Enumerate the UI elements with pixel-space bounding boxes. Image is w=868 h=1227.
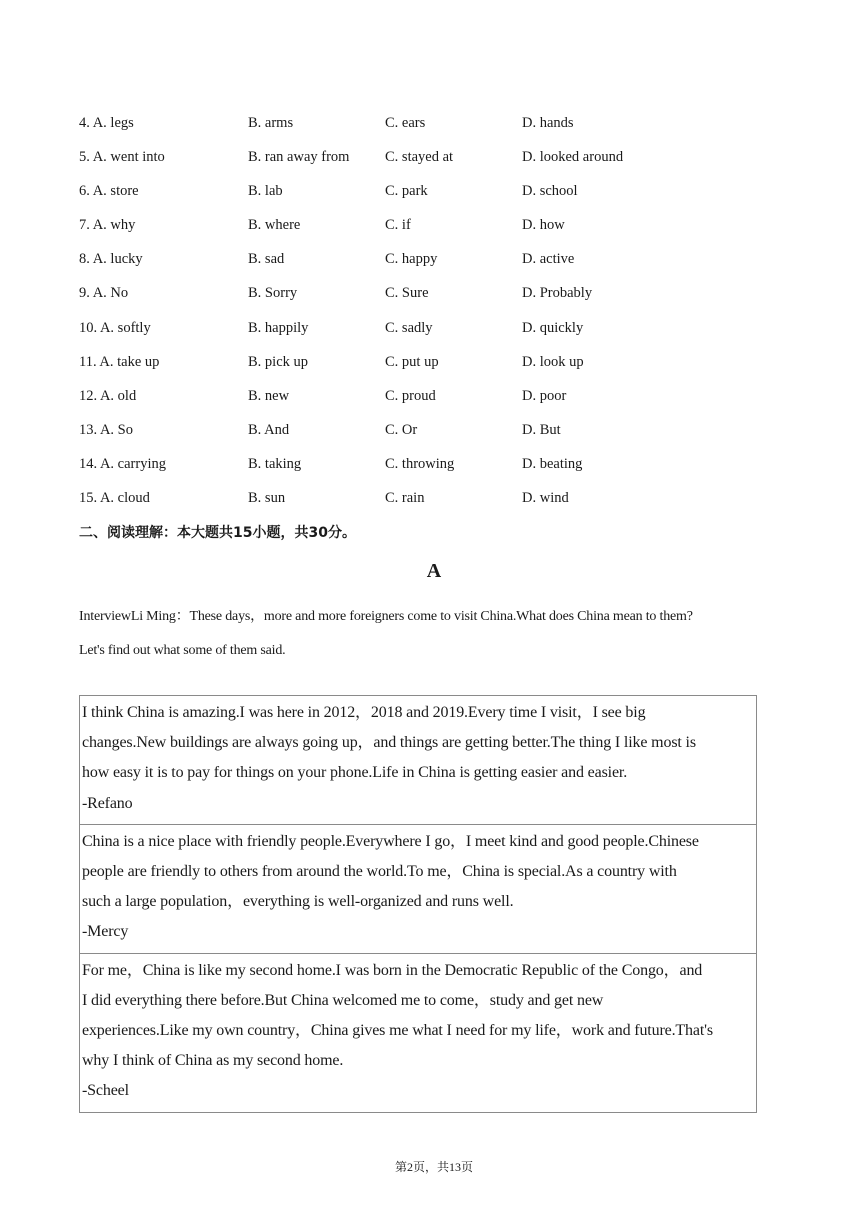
option-a: 11. A. take up xyxy=(79,353,160,370)
option-b: B. ran away from xyxy=(248,149,350,166)
passage-title: A xyxy=(426,560,442,582)
option-d: D. looked around xyxy=(522,149,624,166)
option-a: 13. A. So xyxy=(79,421,133,438)
quote-line: experiences.Like my own country，China gives me what I need for my life，work and future.That's xyxy=(82,1022,713,1040)
option-c: C. throwing xyxy=(385,455,455,472)
option-a: 7. A. why xyxy=(79,217,136,234)
option-b: B. taking xyxy=(248,455,302,472)
option-a: 5. A. went into xyxy=(79,149,165,166)
passage-intro xyxy=(79,600,789,668)
question-row xyxy=(79,487,779,521)
option-a: 14. A. carrying xyxy=(79,455,166,472)
quote-author: -Scheel xyxy=(82,1082,129,1100)
option-c: C. stayed at xyxy=(385,149,454,166)
option-d: D. beating xyxy=(522,455,583,472)
option-d: D. school xyxy=(522,183,578,200)
quote-line: why I think of China as my second home. xyxy=(82,1052,344,1070)
option-c: C. happy xyxy=(385,251,438,268)
option-c: C. Sure xyxy=(385,285,429,302)
page-footer: 第2页，共13页 xyxy=(394,1160,473,1174)
option-d: D. wind xyxy=(522,490,569,507)
option-d: D. how xyxy=(522,217,565,234)
question-row xyxy=(79,419,779,453)
question-row xyxy=(79,385,779,419)
quote-line: For me，China is like my second home.I was born in the Democratic Republic of the Congo，and xyxy=(82,961,703,979)
option-c: C. proud xyxy=(385,387,436,404)
option-c: C. ears xyxy=(385,115,426,131)
option-c: C. put up xyxy=(385,353,439,370)
quote-cell xyxy=(80,954,756,1112)
option-b: B. Sorry xyxy=(248,285,298,302)
quote-line: I did everything there before.But China welcomed me to come，study and get new xyxy=(82,991,604,1009)
quote-line: China is a nice place with friendly people.Everywhere I go，I meet kind and good people.Chinese xyxy=(82,832,699,850)
option-d: D. Probably xyxy=(522,285,593,302)
quote-line: I think China is amazing.I was here in 2012，2018 and 2019.Every time I visit，I see big xyxy=(82,704,646,721)
option-b: B. sun xyxy=(248,490,286,507)
option-b: B. arms xyxy=(248,115,294,131)
option-b: B. lab xyxy=(248,183,283,200)
question-row xyxy=(79,282,779,316)
quote-line: changes.New buildings are always going up，and things are getting better.The thing I like most is xyxy=(82,734,696,752)
question-row xyxy=(79,317,779,351)
option-d: D. poor xyxy=(522,387,567,404)
option-c: C. rain xyxy=(385,490,425,507)
option-d: D. But xyxy=(522,421,561,438)
quotes-table xyxy=(79,695,757,1113)
intro-line: InterviewLi Ming：These days，more and more foreigners come to visit China.What does China mean to them? xyxy=(79,609,693,624)
option-c: C. Or xyxy=(385,421,418,438)
section-heading: 二、阅读理解：本大题共15小题，共30分。 xyxy=(79,525,356,541)
answer-options xyxy=(79,112,779,521)
question-row xyxy=(79,453,779,487)
question-row xyxy=(79,248,779,282)
option-d: D. hands xyxy=(522,115,574,131)
quote-line: how easy it is to pay for things on your phone.Life in China is getting easier and easier. xyxy=(82,764,628,782)
question-row xyxy=(79,351,779,385)
option-a: 12. A. old xyxy=(79,387,137,404)
option-c: C. park xyxy=(385,183,428,200)
option-a: 10. A. softly xyxy=(79,319,151,336)
quote-line: such a large population，everything is well-organized and runs well. xyxy=(82,893,514,911)
option-b: B. sad xyxy=(248,251,285,268)
quote-cell xyxy=(80,696,756,825)
quote-author: -Refano xyxy=(82,794,133,812)
option-d: D. quickly xyxy=(522,319,584,336)
option-a: 4. A. legs xyxy=(79,115,134,131)
quote-author: -Mercy xyxy=(82,923,129,941)
question-row xyxy=(79,146,779,180)
intro-line: Let's find out what some of them said. xyxy=(79,643,286,658)
option-a: 6. A. store xyxy=(79,183,139,200)
option-b: B. where xyxy=(248,217,301,234)
option-c: C. if xyxy=(385,217,411,234)
option-b: B. And xyxy=(248,421,290,438)
option-b: B. pick up xyxy=(248,353,309,370)
quote-cell xyxy=(80,825,756,954)
option-b: B. happily xyxy=(248,319,309,336)
question-row xyxy=(79,180,779,214)
question-row xyxy=(79,214,779,248)
option-d: D. active xyxy=(522,251,575,268)
option-a: 15. A. cloud xyxy=(79,490,150,507)
option-b: B. new xyxy=(248,387,290,404)
option-a: 8. A. lucky xyxy=(79,251,143,268)
question-row xyxy=(79,112,779,146)
option-a: 9. A. No xyxy=(79,285,129,302)
quote-line: people are friendly to others from around the world.To me，China is special.As a country with xyxy=(82,863,677,881)
option-c: C. sadly xyxy=(385,319,433,336)
option-d: D. look up xyxy=(522,353,584,370)
